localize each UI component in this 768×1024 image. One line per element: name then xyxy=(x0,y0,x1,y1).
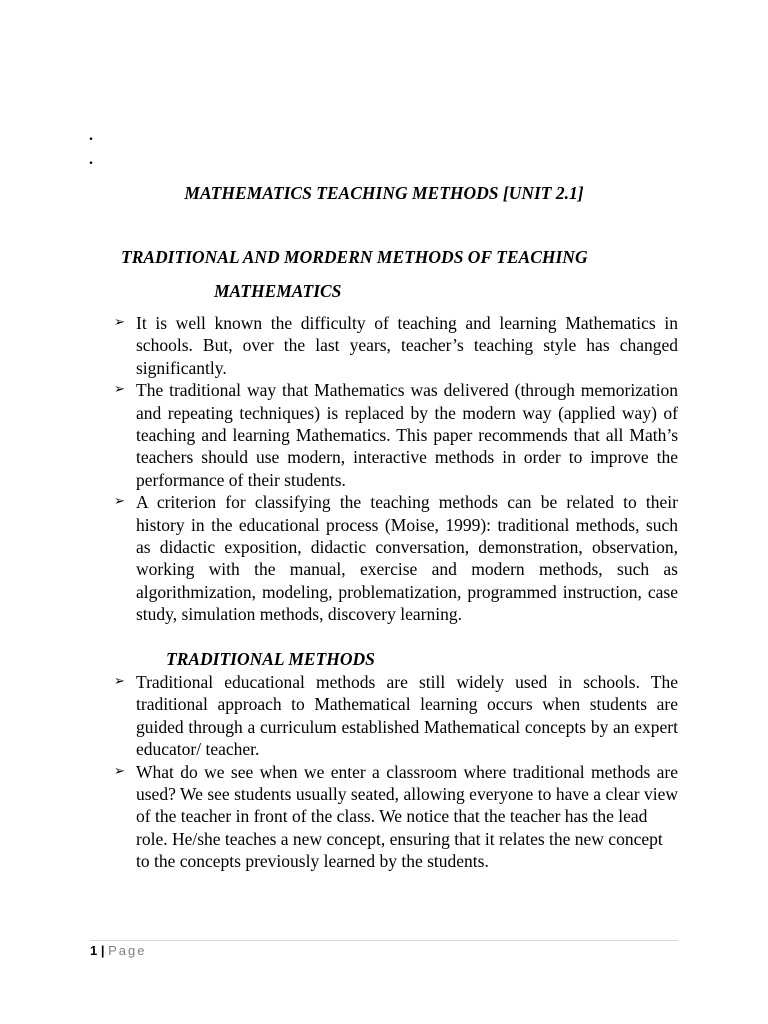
list-item xyxy=(112,491,678,625)
footer-separator: | xyxy=(100,943,105,958)
list-item xyxy=(112,761,678,873)
arrow-bullet-icon: ➢ xyxy=(114,315,125,330)
bullet-text: It is well known the difficulty of teaching and learning Mathematics in schools. But, over the last years, teacher’s teaching style has changed significantly. xyxy=(136,313,678,378)
section-heading: TRADITIONAL METHODS xyxy=(166,649,375,669)
arrow-bullet-icon: ➢ xyxy=(114,674,125,689)
arrow-bullet-icon: ➢ xyxy=(114,763,125,779)
section-heading: TRADITIONAL AND MORDERN METHODS OF TEACHING xyxy=(121,247,588,267)
bullet-text: What do we see when we enter a classroom where traditional methods are used? We see students usually seated, allowing everyone to have a clear view of the teacher in front of the class. We notice that the teacher has the lead xyxy=(136,761,678,827)
stray-mark: . xyxy=(89,151,93,168)
stray-mark: . xyxy=(89,127,93,144)
bullet-list xyxy=(112,312,678,626)
bullet-text: The traditional way that Mathematics was delivered (through memorization and repeating techniques) is replaced by the modern way (applied way) of teaching and learning Mathematics. This paper recommends that all Math’s teachers should use modern, interactive methods in order to improve the performance of their students. xyxy=(136,380,678,490)
page-number: 1 xyxy=(90,943,98,958)
list-item xyxy=(112,379,678,491)
section-heading-continued: MATHEMATICS xyxy=(214,281,342,301)
list-item xyxy=(112,671,678,761)
page-footer xyxy=(90,943,147,959)
list-item xyxy=(112,312,678,379)
page-label: Page xyxy=(108,943,147,958)
bullet-text: A criterion for classifying the teaching methods can be related to their history in the educational process (Moise, 1999): traditional methods, such as didactic exposition, didactic conversation, demonstration, observation, working with the manual, exercise and modern methods, such as algorithmization, modeling, problematization, programmed instruction, case study, simulation methods, discovery learning. xyxy=(136,492,678,625)
arrow-bullet-icon: ➢ xyxy=(114,382,125,398)
document-title: MATHEMATICS TEACHING METHODS [UNIT 2.1] xyxy=(184,183,584,203)
bullet-list xyxy=(112,671,678,873)
bullet-text-continued: role. He/she teaches a new concept, ensuring that it relates the new concept to the concepts previously learned by the students. xyxy=(136,828,663,872)
bullet-text: Traditional educational methods are still widely used in schools. The traditional approach to Mathematical learning occurs when students are guided through a curriculum established Mathematical concepts by an expert educator/ teacher. xyxy=(136,672,678,760)
footer-divider xyxy=(90,940,678,941)
arrow-bullet-icon: ➢ xyxy=(114,494,125,510)
